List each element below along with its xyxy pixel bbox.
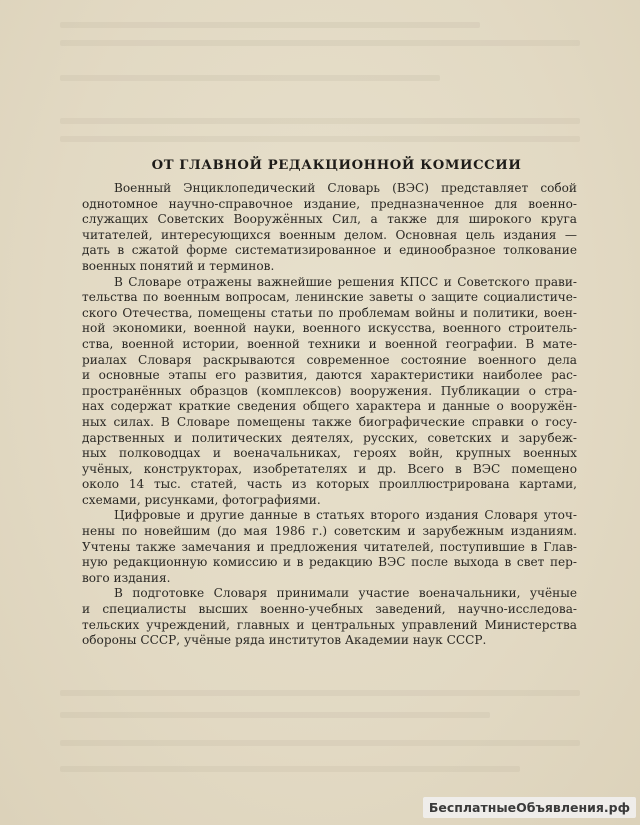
text-line: схемами, рисунками, фотографиями. [82, 492, 321, 507]
text-line: однотомное научно-справочное издание, предназначенное для военно- [82, 196, 577, 211]
text-line: военных понятий и терминов. [82, 258, 275, 273]
text-line: риалах Словаря раскрываются современное состояние военного дела [82, 352, 577, 367]
text-line: обороны СССР, учёные ряда институтов Академии наук СССР. [82, 633, 487, 648]
paragraph [82, 275, 577, 509]
text-line: нах содержат краткие сведения общего характера и данные о вооружён- [82, 399, 577, 414]
page-title: ОТ ГЛАВНОЙ РЕДАКЦИОННОЙ КОМИССИИ [151, 158, 522, 173]
paragraph [82, 508, 577, 586]
text-line: и основные этапы его развития, даются характеристики наиболее рас- [82, 368, 577, 383]
watermark: БесплатныеОбъявления.рф [423, 797, 636, 818]
text-line: учёных, конструкторах, изобретателях и др. Всего в ВЭС помещено [82, 461, 577, 476]
text-line: служащих Советских Вооружённых Сил, а также для широкого круга [82, 212, 577, 227]
text-line: ства, военной истории, военной техники и военной географии. В мате- [82, 336, 577, 351]
text-line: и специалисты высших военно-учебных заведений, научно-исследова- [82, 602, 577, 617]
text-line: ную редакционную комиссию и в редакцию ВЭС после выхода в свет пер- [82, 555, 577, 570]
text-line: пространённых образцов (комплексов) вооружения. Публикации о стра- [82, 383, 577, 398]
text-line: около 14 тыс. статей, часть из которых проиллюстрирована картами, [82, 477, 577, 492]
text-line: В Словаре отражены важнейшие решения КПСС и Советского прави- [114, 274, 577, 289]
text-line: ных полководцах и военачальниках, героях войн, крупных военных [82, 446, 577, 461]
text-line: дарственных и политических деятелях, русских, советских и зарубеж- [82, 430, 577, 445]
document-page [82, 158, 577, 649]
text-line: В подготовке Словаря принимали участие военачальники, учёные [114, 586, 577, 601]
text-line: Учтены также замечания и предложения читателей, поступившие в Глав- [82, 539, 577, 554]
document-body [82, 181, 577, 649]
text-line: Военный Энциклопедический Словарь (ВЭС) представляет собой [114, 181, 577, 195]
text-line: нены по новейшим (до мая 1986 г.) советским и зарубежным изданиям. [82, 524, 577, 539]
text-line: вого издания. [82, 570, 171, 585]
text-line: ных силах. В Словаре помещены также биографические справки о госу- [82, 414, 577, 429]
text-line: тельских учреждений, главных и центральных управлений Министерства [82, 617, 577, 632]
text-line: тельства по военным вопросам, ленинские заветы о защите социалистиче- [82, 290, 577, 305]
text-line: ского Отечества, помещены статьи по проблемам войны и политики, воен- [82, 305, 577, 320]
paragraph [82, 586, 577, 648]
text-line: ной экономики, военной науки, военного искусства, военного строитель- [82, 321, 577, 336]
text-line: Цифровые и другие данные в статьях второго издания Словаря уточ- [114, 508, 577, 523]
text-line: дать в сжатой форме систематизированное и единообразное толкование [82, 243, 577, 258]
paragraph [82, 181, 577, 275]
text-line: читателей, интересующихся военным делом. Основная цель издания — [82, 227, 577, 242]
